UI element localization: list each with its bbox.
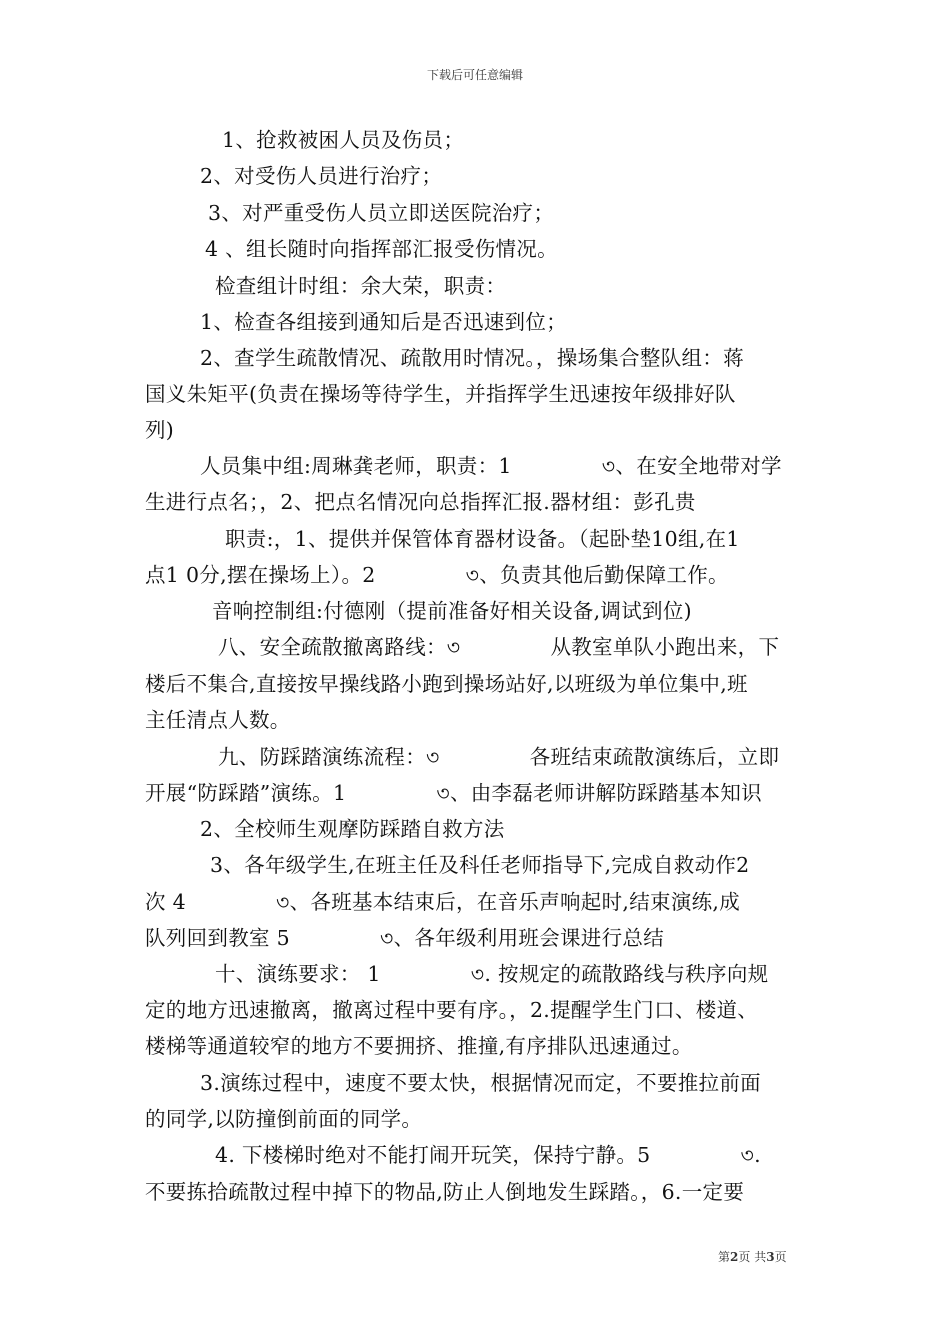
- text-line: 的同学,以防撞倒前面的同学。: [145, 1107, 423, 1131]
- text-line: 1、检查各组接到通知后是否迅速到位；: [200, 310, 567, 334]
- text-line: 3、各年级学生,在班主任及科任老师指导下,完成自救动作2: [210, 853, 750, 877]
- text-line: 1、抢救被困人员及伤员；: [222, 128, 465, 152]
- text-line: 国义朱矩平(负责在操场等待学生，并指挥学生迅速按年级排好队: [145, 382, 736, 406]
- text-line: 3.演练过程中，速度不要太快，根据情况而定，不要推拉前面: [200, 1071, 761, 1095]
- text-line: 2、对受伤人员进行治疗；: [200, 164, 443, 188]
- text-line: 队列回到教室 5 ৩、各年级利用班会课进行总结: [145, 926, 665, 950]
- text-line: 生进行点名；，2、把点名情况向总指挥汇报.器材组：彭孔贵: [145, 490, 696, 514]
- text-line: 开展“防踩踏”演练。1 ৩、由李磊老师讲解防踩踏基本知识: [145, 781, 762, 805]
- footer-total-pages: 3: [766, 1250, 775, 1264]
- footer-middle: 页 共: [738, 1250, 767, 1264]
- text-line: 十、演练要求： 1 ৩. 按规定的疏散路线与秩序向规: [215, 962, 769, 986]
- footer-suffix: 页: [774, 1250, 787, 1264]
- text-line: 2、查学生疏散情况、疏散用时情况。，操场集合整队组：蒋: [200, 346, 744, 370]
- footer-prefix: 第: [718, 1250, 731, 1264]
- text-line: 职责:，1、提供并保管体育器材设备。（起卧垫10组,在1: [225, 527, 740, 551]
- text-line: 定的地方迅速撤离，撤离过程中要有序。，2.提醒学生门口、楼道、: [145, 998, 759, 1022]
- text-line: 4. 下楼梯时绝对不能打闹开玩笑，保持宁静。5 ৩.: [215, 1143, 761, 1167]
- text-line: 楼后不集合,直接按早操线路小跑到操场站好,以班级为单位集中,班: [145, 672, 748, 696]
- text-line: 4 、组长随时向指挥部汇报受伤情况。: [205, 237, 558, 261]
- text-line: 九、防踩踏演练流程：৩ 各班结束疏散演练后，立即: [218, 745, 780, 769]
- text-line: 人员集中组:周琳龚老师，职责：1 ৩、在安全地带对学: [200, 454, 782, 478]
- text-line: 检查组计时组：余大荣，职责：: [215, 274, 507, 298]
- text-line: 楼梯等通道较窄的地方不要拥挤、推撞,有序排队迅速通过。: [145, 1034, 693, 1058]
- text-line: 八、安全疏散撤离路线：৩ 从教室单队小跑出来，下: [218, 635, 780, 659]
- footer-page-number: 2: [730, 1250, 739, 1264]
- text-line: 不要拣拾疏散过程中掉下的物品,防止人倒地发生踩踏。，6.一定要: [145, 1180, 745, 1204]
- text-line: 点1 0分,摆在操场上）。2 ৩、负责其他后勤保障工作。: [145, 563, 729, 587]
- text-line: 列): [145, 418, 175, 442]
- text-line: 2、全校师生观摩防踩踏自救方法: [200, 817, 505, 841]
- text-line: 主任清点人数。: [145, 708, 291, 732]
- page-footer: [718, 1248, 787, 1265]
- page-header: 下载后可任意编辑: [426, 68, 523, 82]
- text-line: 次 4 ৩、各班基本结束后，在音乐声响起时,结束演练,成: [145, 890, 741, 914]
- text-line: 3、对严重受伤人员立即送医院治疗；: [208, 201, 555, 225]
- text-line: 音响控制组:付德刚（提前准备好相关设备,调试到位): [212, 599, 692, 623]
